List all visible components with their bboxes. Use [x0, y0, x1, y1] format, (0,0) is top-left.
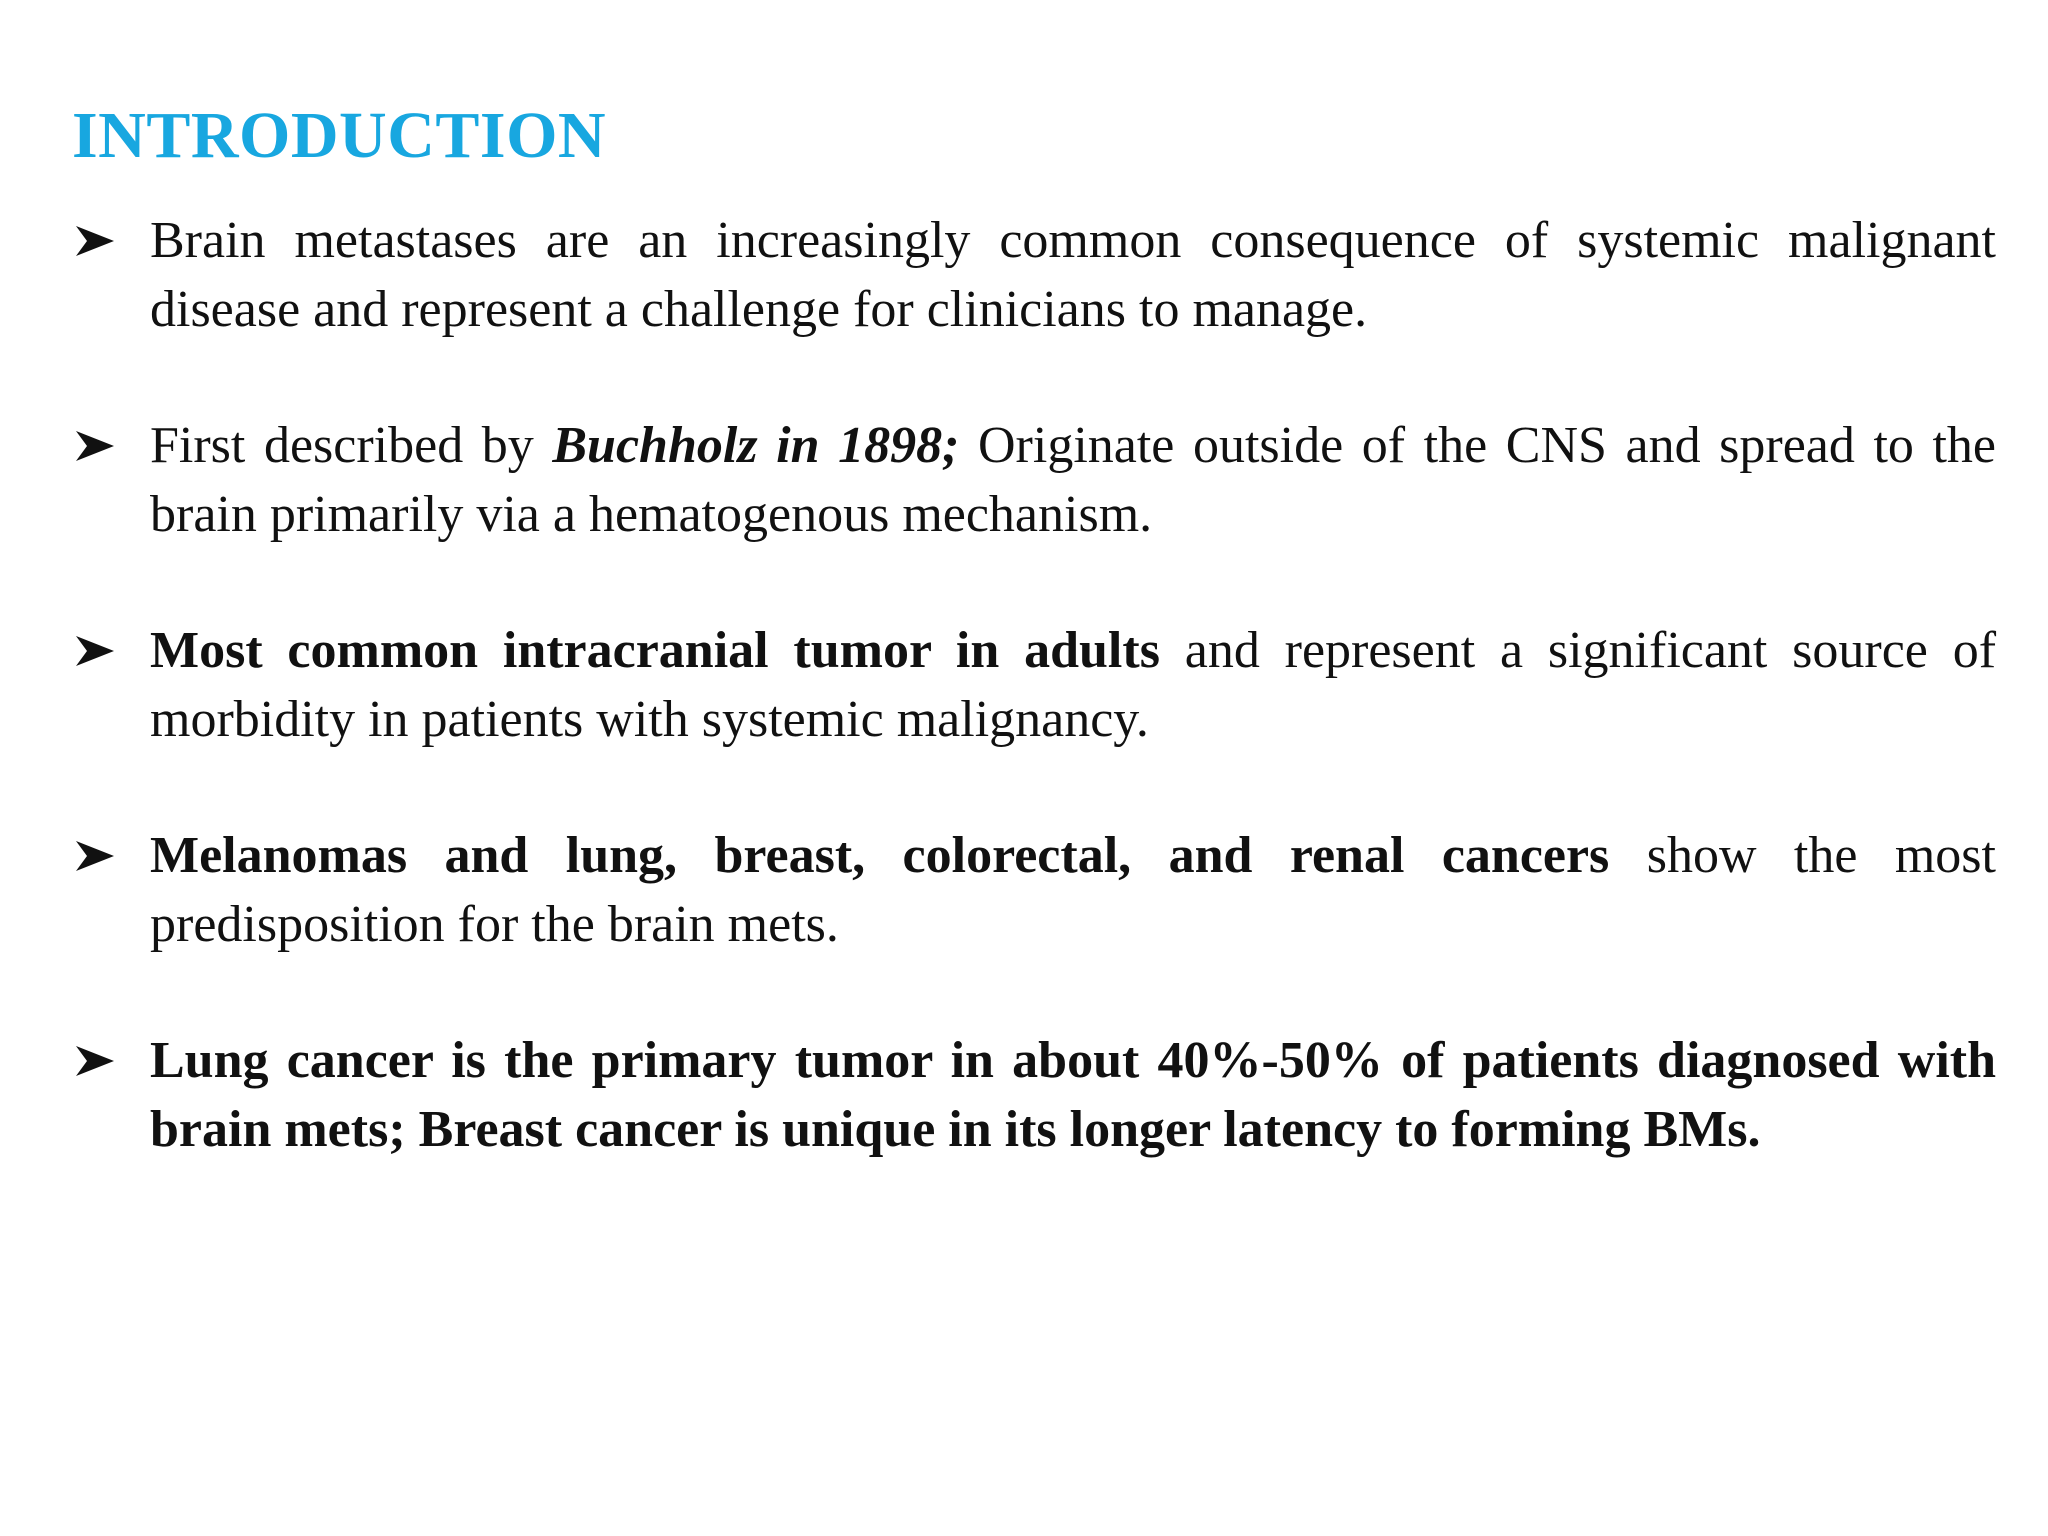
bullet-item [72, 206, 1996, 344]
bullet-list [72, 206, 1996, 1164]
bullet-text: First described by [150, 417, 553, 474]
bullet-emphasis: Lung cancer is the primary tumor in about 40%-50% of patients diagnosed with brain mets; Breast cancer is unique in its longer latency to forming BMs. [150, 1032, 1996, 1158]
bullet-text: show the most predisposition for the brain mets. [150, 827, 1996, 953]
bullet-emphasis: Melanomas and lung, breast, colorectal, and renal cancers [150, 827, 1610, 884]
bullet-item [72, 821, 1996, 959]
bullet-emphasis: Buchholz in 1898; [552, 417, 960, 474]
slide-title: INTRODUCTION [72, 99, 607, 172]
arrowhead-bullet-icon [74, 429, 116, 463]
bullet-item [72, 616, 1996, 754]
arrowhead-bullet-icon [74, 224, 116, 258]
bullet-item [72, 1026, 1996, 1164]
bullet-text: Brain metastases are an increasingly common consequence of systemic malignant disease and represent a challenge for clinicians to manage. [150, 212, 1996, 338]
bullet-text: Originate outside of the CNS and spread to the brain primarily via a hematogenous mechanism. [150, 417, 1997, 543]
bullet-item [72, 411, 1996, 549]
arrowhead-bullet-icon [74, 1044, 116, 1078]
bullet-text: and represent a significant source of morbidity in patients with systemic malignancy. [150, 622, 1997, 748]
bullet-emphasis: Most common intracranial tumor in adults [150, 622, 1160, 679]
arrowhead-bullet-icon [74, 634, 116, 668]
arrowhead-bullet-icon [74, 839, 116, 873]
